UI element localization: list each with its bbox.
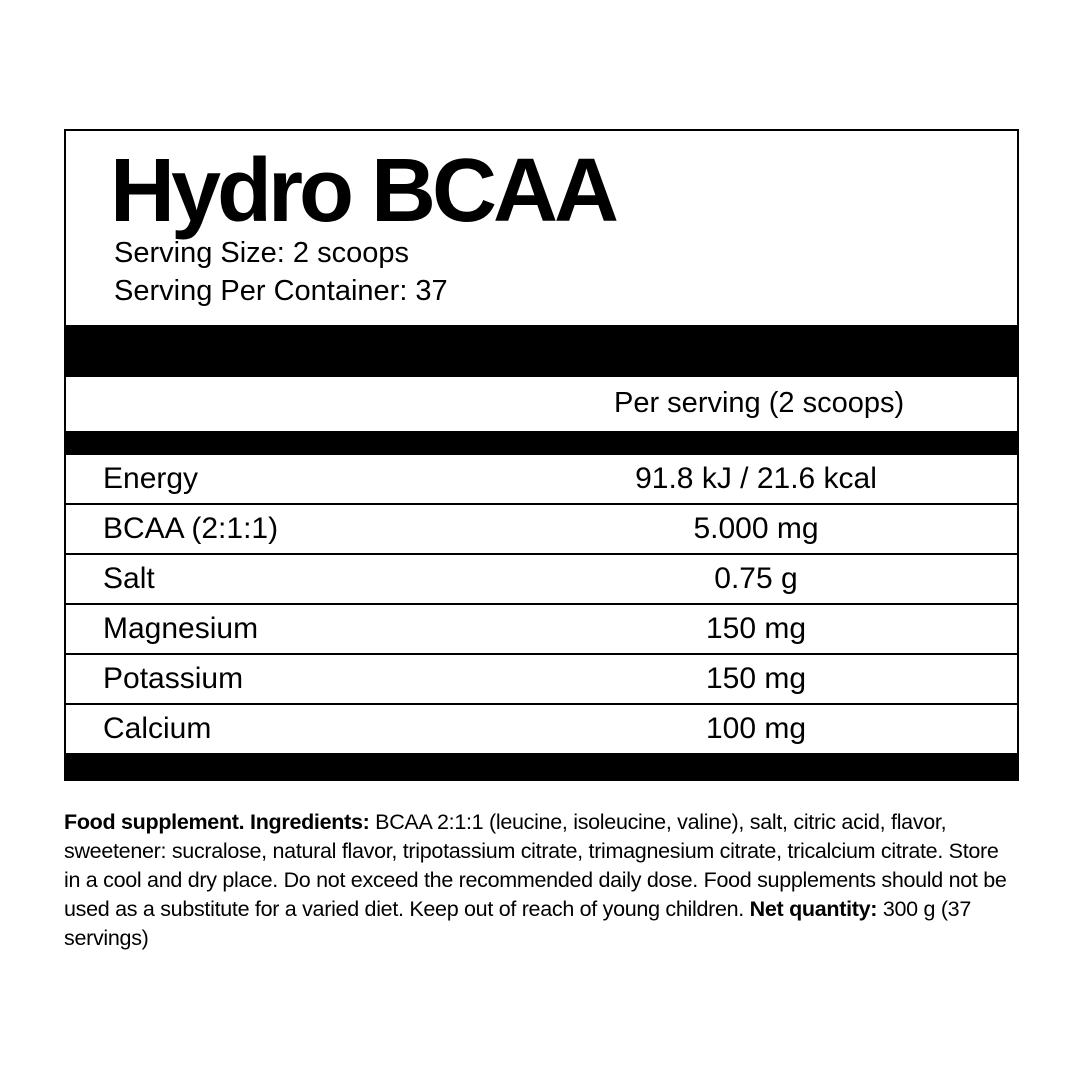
nutrient-value: 0.75 g	[714, 562, 798, 595]
nutrient-value: 5.000 mg	[693, 512, 819, 545]
nutrient-table	[66, 455, 1017, 755]
nutrient-value: 150 mg	[705, 662, 807, 695]
nutrient-name: Energy	[103, 462, 199, 495]
ingredients-paragraph	[64, 808, 1019, 953]
nutrient-name: Potassium	[103, 662, 244, 695]
serving-size-text: Serving Size: 2 scoops	[114, 237, 409, 269]
nutrient-value: 91.8 kJ / 21.6 kcal	[635, 462, 877, 495]
servings-per-container-text: Serving Per Container: 37	[114, 275, 448, 307]
top-divider-bar	[66, 325, 1017, 377]
nutrition-label-panel	[64, 129, 1019, 781]
column-header-row	[66, 377, 1017, 431]
nutrient-value: 150 mg	[705, 612, 807, 645]
nutrient-name: BCAA (2:1:1)	[103, 512, 279, 545]
table-row	[66, 505, 1017, 555]
ingredients-label: Ingredients:	[250, 810, 370, 834]
bottom-divider-bar	[66, 753, 1017, 779]
ingredients-text: BCAA 2:1:1 (leucine, isoleucine, valine), salt, citric acid, flavor, sweetener: sucralose, natural flavor, tripotassium citrate, trimagnesium citrate, tricalcium citrate. Store in a cool and dry place. Do not exceed the recommended daily dose. Food supplements should not be used as a substitute for a varied diet. Keep out of reach of young children.	[64, 810, 1007, 921]
table-row	[66, 655, 1017, 705]
nutrient-name: Magnesium	[103, 612, 259, 645]
table-row	[66, 555, 1017, 605]
table-row	[66, 605, 1017, 655]
per-serving-header: Per serving (2 scoops)	[614, 387, 905, 419]
net-quantity-label: Net quantity:	[749, 897, 878, 921]
net-quantity-value: 300 g (37 servings)	[64, 897, 971, 950]
middle-divider-bar	[66, 431, 1017, 455]
nutrient-name: Salt	[103, 562, 155, 595]
nutrient-value: 100 mg	[705, 712, 807, 745]
product-title: Hydro BCAA	[110, 141, 616, 241]
nutrient-name: Calcium	[103, 712, 212, 745]
table-row	[66, 705, 1017, 755]
table-row	[66, 455, 1017, 505]
food-supplement-label: Food supplement.	[64, 810, 245, 834]
